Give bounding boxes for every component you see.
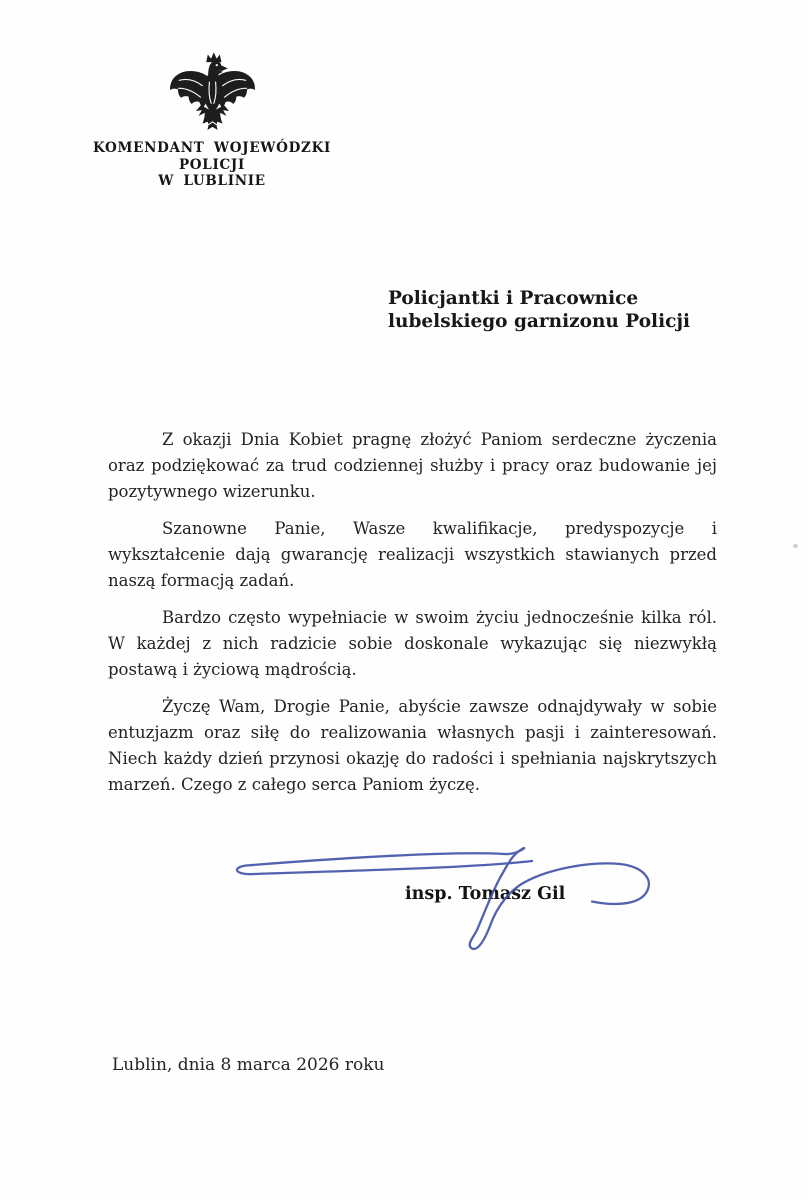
- letter-body: [108, 427, 717, 809]
- sender-block: [56, 140, 368, 190]
- polish-eagle-emblem: [167, 52, 258, 137]
- addressee-line2: lubelskiego garnizonu Policji: [388, 310, 691, 332]
- paragraph-4: Życzę Wam, Drogie Panie, abyście zawsze odnajdywały w sobie entuzjazm oraz siłę do realizowania własnych pasji i zainteresowań. Niech każdy dzień przynosi okazję do radości i spełniania najskrytszych marzeń. Czego z całego serca Paniom życzę.: [108, 697, 717, 794]
- sender-city: W LUBLINIE: [158, 173, 266, 189]
- paragraph-2: Szanowne Panie, Wasze kwalifikacje, predyspozycje i wykształcenie dają gwarancję realizacji wszystkich stawianych przed naszą formacją zadań.: [108, 519, 717, 590]
- eagle-icon: [167, 52, 258, 137]
- paragraph-1: Z okazji Dnia Kobiet pragnę złożyć Paniom serdeczne życzenia oraz podziękować za trud codziennej służby i pracy oraz budowanie jej pozytywnego wizerunku.: [108, 430, 717, 501]
- addressee-line1: Policjantki i Pracownice: [388, 288, 639, 309]
- addressee-block: [388, 288, 690, 333]
- dateline: Lublin, dnia 8 marca 2026 roku: [112, 1055, 385, 1075]
- signatory-name: insp. Tomasz Gil: [405, 884, 566, 904]
- sender-title: KOMENDANT WOJEWÓDZKI POLICJI: [92, 140, 332, 173]
- scan-artifact-speck: [793, 544, 798, 548]
- paragraph-3: Bardzo często wypełniacie w swoim życiu jednocześnie kilka ról. W każdej z nich radzicie sobie doskonale wykazując się niezwykłą postawą i życiową mądrością.: [108, 608, 717, 679]
